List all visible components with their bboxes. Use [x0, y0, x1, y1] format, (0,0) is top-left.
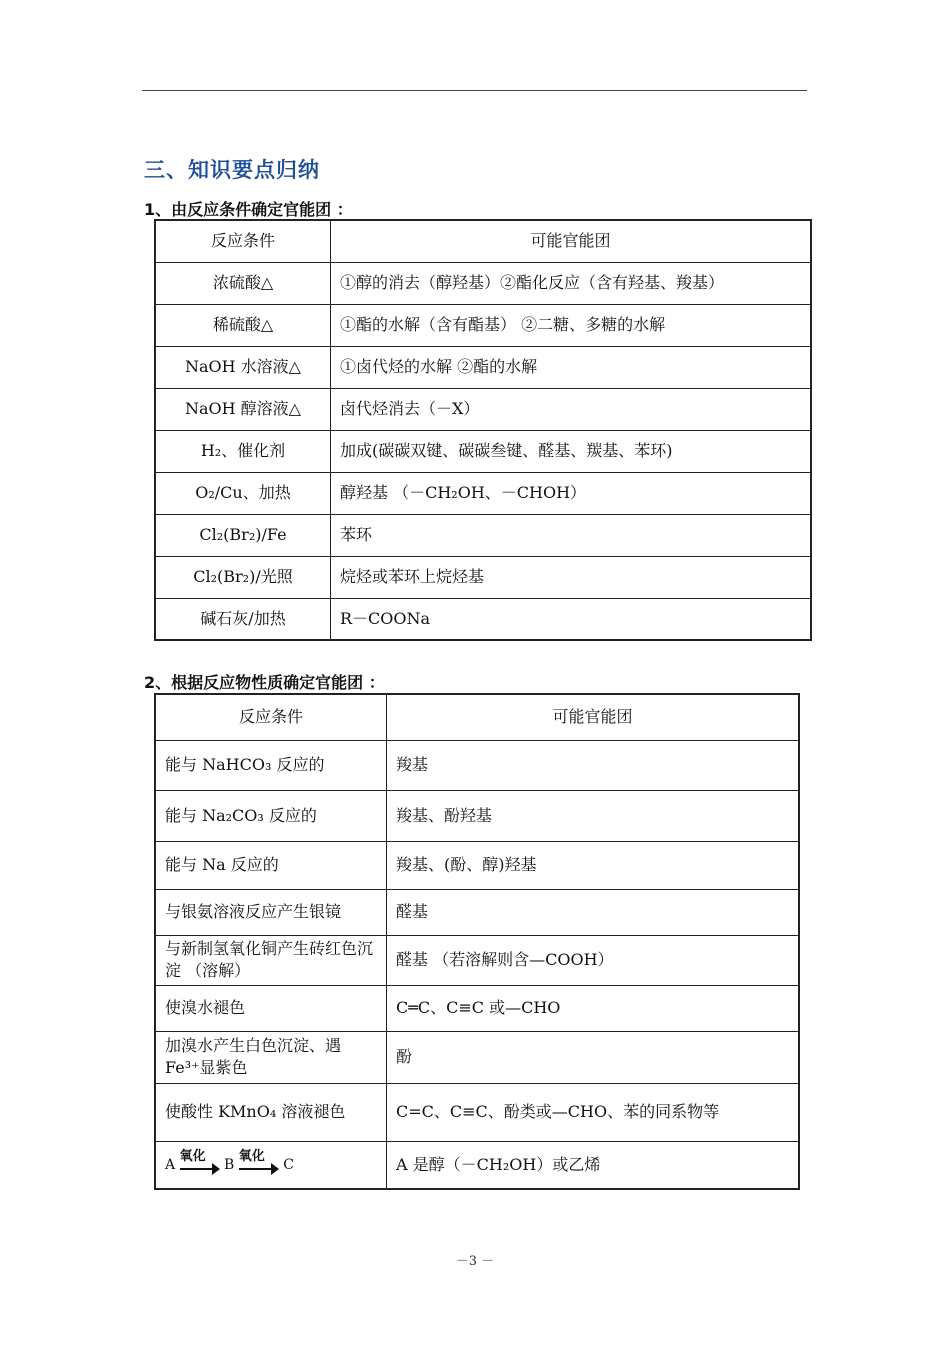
condition-cell: 使酸性 KMnO₄ 溶液褪色 [155, 1083, 387, 1141]
condition-cell: 使溴水褪色 [155, 985, 387, 1031]
condition-cell: 稀硫酸△ [155, 304, 331, 346]
group-cell: 卤代烃消去（－X） [331, 388, 812, 430]
table1-title: 1、由反应条件确定官能团 ： [144, 200, 353, 219]
table-header-row [155, 694, 799, 740]
arrow-label: 氧化 [179, 1148, 206, 1164]
group-cell: C=C、C≡C、酚类或—CHO、苯的同系物等 [387, 1083, 800, 1141]
header-condition: 反应条件 [155, 694, 387, 740]
condition-cell: NaOH 水溶液△ [155, 346, 331, 388]
table-row [155, 935, 799, 985]
group-cell: C═C、C≡C 或—CHO [387, 985, 800, 1031]
table-row [155, 1031, 799, 1083]
group-cell: 烷烃或苯环上烷烃基 [331, 556, 812, 598]
table-row [155, 740, 799, 790]
reaction-arrow-icon [238, 1148, 279, 1172]
reactant-property-table [154, 693, 800, 1190]
group-cell: ①醇的消去（醇羟基）②酯化反应（含有羟基、羧基） [331, 262, 812, 304]
condition-cell: 碱石灰/加热 [155, 598, 331, 640]
table-header-row [155, 220, 811, 262]
condition-cell: Cl₂(Br₂)/Fe [155, 514, 331, 556]
table-row [155, 1083, 799, 1141]
condition-cell: Cl₂(Br₂)/光照 [155, 556, 331, 598]
section-title: 三、知识要点归纳 [144, 158, 320, 182]
table-row [155, 1141, 799, 1189]
condition-cell: 能与 Na₂CO₃ 反应的 [155, 790, 387, 841]
table-row [155, 889, 799, 935]
condition-cell: 与新制氢氧化铜产生砖红色沉淀 （溶解） [155, 935, 387, 985]
table2-title: 2、根据反应物性质确定官能团 ： [144, 673, 385, 692]
group-cell: 酚 [387, 1031, 800, 1083]
arrow-label: 氧化 [238, 1148, 265, 1164]
group-cell: 醛基 [387, 889, 800, 935]
reaction-arrow-icon [179, 1148, 220, 1172]
table-row [155, 514, 811, 556]
group-cell: 加成(碳碳双键、碳碳叁键、醛基、羰基、苯环) [331, 430, 812, 472]
group-cell: A 是醇（－CH₂OH）或乙烯 [387, 1141, 800, 1189]
species-b: B [224, 1156, 235, 1173]
group-cell: 醇羟基 （－CH₂OH、－CHOH） [331, 472, 812, 514]
group-cell: 羧基 [387, 740, 800, 790]
table-row [155, 841, 799, 889]
species-c: C [283, 1156, 294, 1173]
table-row [155, 598, 811, 640]
group-cell: ①酯的水解（含有酯基） ②二糖、多糖的水解 [331, 304, 812, 346]
header-group: 可能官能团 [387, 694, 800, 740]
species-a: A [165, 1156, 176, 1173]
page-number: －3 － [455, 1254, 495, 1269]
group-cell: R－COONa [331, 598, 812, 640]
group-cell: 羧基、(酚、醇)羟基 [387, 841, 800, 889]
condition-cell: 加溴水产生白色沉淀、遇 Fe³⁺显紫色 [155, 1031, 387, 1083]
condition-cell: H₂、催化剂 [155, 430, 331, 472]
table-row [155, 304, 811, 346]
header-rule [142, 90, 807, 91]
table-row [155, 346, 811, 388]
condition-cell: 浓硫酸△ [155, 262, 331, 304]
group-cell: 醛基 （若溶解则含—COOH） [387, 935, 800, 985]
group-cell: 羧基、酚羟基 [387, 790, 800, 841]
table-row [155, 556, 811, 598]
table-row [155, 262, 811, 304]
table-row [155, 472, 811, 514]
table-row [155, 790, 799, 841]
oxidation-scheme-cell [155, 1141, 387, 1189]
condition-cell: O₂/Cu、加热 [155, 472, 331, 514]
group-cell: 苯环 [331, 514, 812, 556]
table-row [155, 430, 811, 472]
group-cell: ①卤代烃的水解 ②酯的水解 [331, 346, 812, 388]
condition-cell: 与银氨溶液反应产生银镜 [155, 889, 387, 935]
table-row [155, 985, 799, 1031]
header-condition: 反应条件 [155, 220, 331, 262]
condition-cell: 能与 NaHCO₃ 反应的 [155, 740, 387, 790]
reaction-condition-table [154, 219, 812, 641]
table-row [155, 388, 811, 430]
header-group: 可能官能团 [331, 220, 812, 262]
condition-cell: 能与 Na 反应的 [155, 841, 387, 889]
condition-cell: NaOH 醇溶液△ [155, 388, 331, 430]
